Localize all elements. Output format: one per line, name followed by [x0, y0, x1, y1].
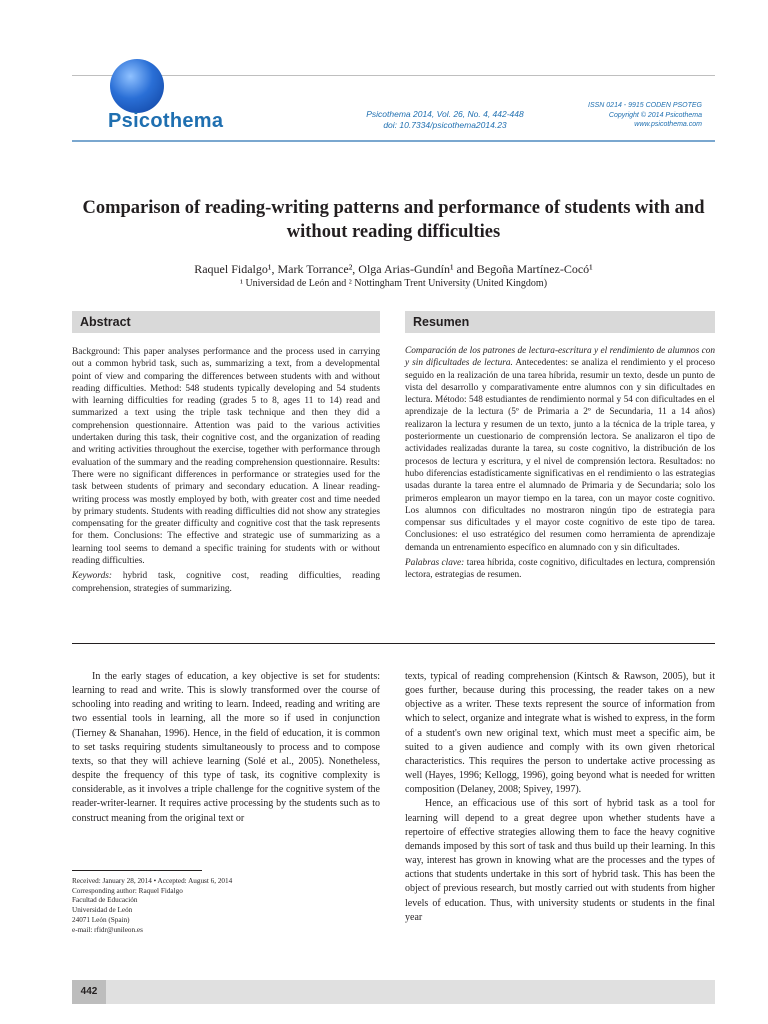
resumen-text: Antecedentes: se analiza el rendimiento y el proceso seguido en la realización de una tarea híbrida, resumir un texto, desde un punto de vista del desarrollo y comparativamente entre alumnos con y sin dificultades en lectura. Método: 548 estudiantes de rendimiento normal y 54 con dificultades en el aprendizaje de la lectura (5º de Primaria a 2º de Secundaria, 11 a 14 años) realizaron la lectura y resumen de un texto, junto a la técnica de la triple tarea, y posteriormente un cuestionario de comprensión lectora. Se analizaron el tipo de actividades realizadas durante la tarea, su coste cognitivo, la distribución de los procesos de lectura y escritura, y el nivel de comprensión lectora. Resultados: no hubo diferencias estadísticamente significativas en el rendimiento o las estrategias usadas durante la tarea entre el alumnado de Primaria y de Secundaria; solo los primeros emplearon un mayor tiempo en la tarea, con un mayor coste cognitivo. Los alumnos con dificultades no mostraron ningún tipo de estrategia para compensar sus dificultades y el mayor coste cognitivo de este tipo de tarea. Conclusiones: el uso estratégico del resumen como herramienta de aprendizaje demanda un entrenamiento específico en alumnado con y sin dificultades.	[405, 358, 715, 553]
correspondence-notes	[72, 877, 380, 935]
abstract-heading: Abstract	[72, 311, 380, 333]
palabras-clave-text: tarea híbrida, coste cognitivo, dificultades en lectura, comprensión lectora, estrategias de resumen.	[405, 558, 716, 581]
footer-bar	[72, 980, 715, 1004]
body-paragraph: Hence, an efficacious use of this sort of hybrid task as a tool for learning will depend to a great degree upon whether students have a repertoire of effective strategies allowing them to face the heavy cognitive demands imposed by this sort of task and thus build up their learning. In this way, interest has grown in knowing what are the processes and the types of actions that students undertake in this sort of hybrid task. This has been the object of previous research, but mostly carried out with students from higher levels of education. Thus, with university students or students in the final year	[405, 798, 715, 923]
resumen-heading: Resumen	[405, 311, 715, 333]
website-link[interactable]: www.psicothema.com	[634, 121, 702, 128]
resumen-section	[405, 345, 715, 582]
resumen-keywords	[405, 557, 715, 582]
body-paragraph: In the early stages of education, a key objective is set for students: learning to read and write. This is slowly transformed over the course of schooling into reading and writing to learn. Indeed, reading and writing are two essential tools in learning, all the more so if used in conjunction (Tierney & Shanahan, 1996). Hence, in the field of education, it is common to set tasks requiring students simultaneously to process and to compose texts, so that they will achieve learning (Solé et al., 2005). Nonetheless, despite the frequency of this type of task, its cognitive complexity is considerable, as it involves a triple challenge for the cognitive system of the reader-writer-learner. It requires active processing by the students such as to construct meaning from the original text or	[72, 671, 380, 824]
issn-line: ISSN 0214 - 9915 CODEN PSOTEG	[588, 102, 702, 109]
keywords-text: hybrid task, cognitive cost, reading difficulties, reading comprehension, strategies of summarizing.	[72, 571, 380, 594]
abstract-keywords	[72, 570, 380, 595]
body-right-column	[405, 670, 715, 925]
journal-doi[interactable]: doi: 10.7334/psicothema2014.23	[383, 120, 507, 130]
affiliations: ¹ Universidad de León and ² Nottingham Trent University (United Kingdom)	[239, 278, 548, 289]
corresponding-author: Corresponding author: Raquel Fidalgo	[72, 886, 183, 895]
abstract-section	[72, 346, 380, 595]
city: 24071 León (Spain)	[72, 915, 130, 924]
journal-logo[interactable]: Psicothema	[108, 110, 224, 132]
email-link[interactable]: e-mail: rfidr@unileon.es	[72, 925, 143, 934]
section-divider	[72, 643, 715, 644]
resumen-title: Comparación de los patrones de lectura-escritura y el rendimiento de alumnos con y sin dificultades de lectura.	[405, 346, 715, 369]
palabras-clave-label: Palabras clave:	[405, 558, 465, 569]
copyright-line: Copyright © 2014 Psicothema	[608, 111, 702, 119]
journal-volume: Psicothema 2014, Vol. 26, No. 4, 442-448	[366, 109, 524, 119]
keywords-label: Keywords:	[72, 571, 112, 582]
received-dates: Received: January 28, 2014 • Accepted: August 6, 2014	[72, 877, 233, 885]
university: Universidad de León	[72, 906, 133, 915]
journal-citation	[330, 109, 560, 131]
author-list: Raquel Fidalgo¹, Mark Torrance², Olga Arias-Gundín¹ and Begoña Martínez-Cocó¹	[194, 262, 593, 276]
body-paragraph: texts, typical of reading comprehension (Kintsch & Rawson, 2005), but it goes further, because during this processing, the reader takes on a new objective as a writer. These texts represent the source of information from which to select, organize and integrate what is wished to express, in the form of a student's own new original text, which must meet a specific aim, be suited to a given audience and comply with its own given rhetorical characteristics. This requires the person to undertake active processing as well (Hayes, 1996; Kellogg, 1996), going beyond what is needed for written composition (Delaney, 2008; Spivey, 1997).	[405, 671, 715, 796]
resumen-body	[405, 345, 715, 554]
paper-title: Comparison of reading-writing patterns and performance of students with and without reading difficulties	[82, 198, 705, 242]
body-left-column	[72, 670, 380, 826]
header-bottom-rule	[72, 140, 715, 142]
abstract-body: Background: This paper analyses performance and the process used in carrying out a common hybrid task, such as, summarizing a text, from a developmental point of view and comparing the differences between students with and without reading difficulties. Method: 548 students typically developing and 54 students with learning difficulties for reading (grades 5 to 8, ages 11 to 14) read and summarized a text using the triple task technique and then they did a comprehension questionnaire. Attention was paid to the various activities undertaken during this task, their cognitive cost, and the organization of reading and writing activities throughout the exercise, together with performance through evaluation of the summary and the reading comprehension questionnaire. Results: There were no significant differences in performance or strategies used for the task between students of primary and secondary education. A linear reading-writing process was mostly employed by both, with greater cost and time needed by primary students. Students with reading difficulties did not show any strategies compensating for the greater difficulty and cognitive cost that the task represents for them. Conclusions: The effective and strategic use of summarizing as a learning tool seems to demand a specific training for students with or without reading difficulties.	[72, 347, 380, 567]
faculty: Facultad de Educación	[72, 896, 138, 905]
page-number: 442	[72, 980, 106, 1004]
footnote-rule	[72, 870, 202, 871]
issn-block	[560, 101, 702, 130]
logo-globe-icon	[110, 59, 164, 113]
header-top-rule	[72, 75, 715, 76]
